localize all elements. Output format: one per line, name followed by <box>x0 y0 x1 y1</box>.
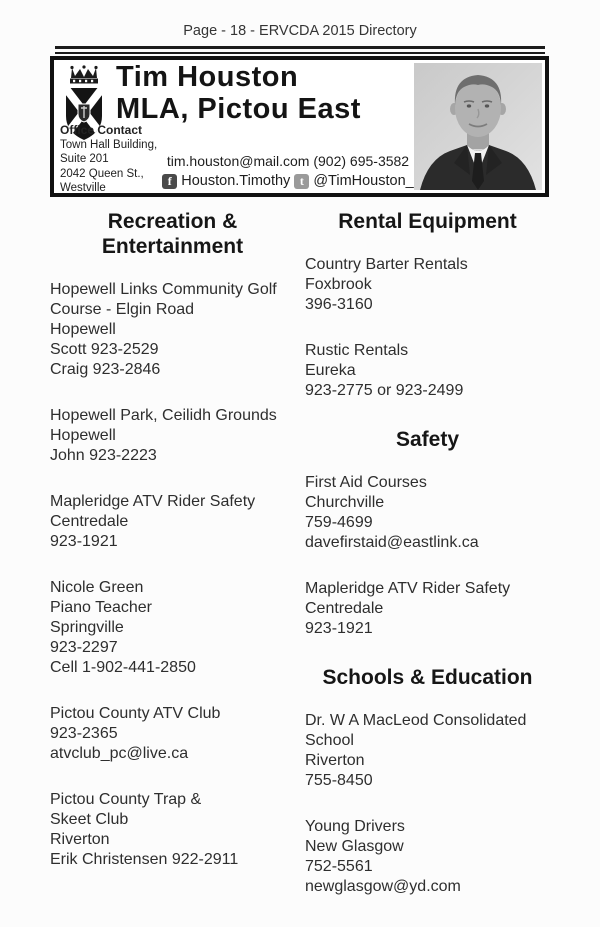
twitter-icon: t <box>294 174 309 189</box>
entry-line: Foxbrook <box>305 276 372 293</box>
facebook-handle: Houston.Timothy <box>181 173 291 189</box>
directory-entry <box>305 579 550 639</box>
entry-line: Course - Elgin Road <box>50 301 195 318</box>
email-text: tim.houston@mail.com <box>166 153 310 169</box>
email-phone-line <box>158 152 418 171</box>
phone-text: (902) 695-3582 <box>313 153 410 169</box>
ad-person-title: MLA, Pictou East <box>116 93 361 125</box>
address-line: Westville <box>60 182 106 194</box>
directory-entry <box>305 711 550 791</box>
directory-column-right <box>305 209 550 923</box>
section-heading: Safety <box>395 428 460 451</box>
entry-line: Dr. W A MacLeod Consolidated <box>305 712 527 729</box>
entry-line: Country Barter Rentals <box>305 256 468 273</box>
entry-line: Mapleridge ATV Rider Safety <box>50 493 256 510</box>
entry-line: Craig 923-2846 <box>50 361 161 378</box>
twitter-handle: @TimHouston_ <box>313 173 414 189</box>
entry-line: 923-1921 <box>305 620 373 637</box>
entry-line: First Aid Courses <box>305 474 427 491</box>
address-line: Suite 201 <box>60 153 109 165</box>
entry-line: Skeet Club <box>50 811 129 828</box>
entry-line: davefirstaid@eastlink.ca <box>305 534 479 551</box>
directory-columns <box>50 209 550 923</box>
entry-line: Hopewell Park, Ceilidh Grounds <box>50 407 277 424</box>
entry-line: Mapleridge ATV Rider Safety <box>305 580 511 597</box>
directory-entry <box>50 578 295 678</box>
entry-line: Scott 923-2529 <box>50 341 159 358</box>
entry-line: newglasgow@yd.com <box>305 878 461 895</box>
entry-line: Piano Teacher <box>50 599 152 616</box>
entry-line: 755-8450 <box>305 772 373 789</box>
entry-line: 759-4699 <box>305 514 373 531</box>
entry-line: Rustic Rentals <box>305 342 409 359</box>
page-header: Page - 18 - ERVCDA 2015 Directory <box>183 23 417 39</box>
portrait-photo <box>414 63 542 190</box>
section-heading: Schools & Education <box>322 666 533 689</box>
directory-column-left <box>50 209 295 923</box>
directory-entry <box>50 406 295 466</box>
ad-contact-block <box>158 152 418 191</box>
entry-line: Hopewell <box>50 427 116 444</box>
directory-entry <box>305 473 550 553</box>
entry-line: 396-3160 <box>305 296 373 313</box>
directory-entry <box>305 341 550 401</box>
entry-line: Hopewell <box>50 321 116 338</box>
ad-name-block <box>116 61 361 125</box>
entry-line: 923-2775 or 923-2499 <box>305 382 464 399</box>
ad-tim-houston <box>50 56 549 197</box>
address-line: Town Hall Building, <box>60 138 158 151</box>
entry-line: John 923-2223 <box>50 447 157 464</box>
entry-line: Pictou County ATV Club <box>50 705 221 722</box>
directory-entry <box>50 492 295 552</box>
address-line: 2042 Queen St., <box>60 167 144 180</box>
entry-line: 923-2297 <box>50 639 118 656</box>
header-rule <box>55 46 545 54</box>
section-heading: Recreation & Entertainment <box>101 210 244 258</box>
office-contact-label: Office Contact <box>60 123 143 137</box>
entry-line: New Glasgow <box>305 838 404 855</box>
entry-line: School <box>305 732 354 749</box>
ad-person-name: Tim Houston <box>116 61 299 93</box>
entry-line: Centredale <box>50 513 129 530</box>
directory-entry <box>305 817 550 897</box>
directory-entry <box>305 255 550 315</box>
entry-line: Centredale <box>305 600 384 617</box>
entry-line: atvclub_pc@live.ca <box>50 745 189 762</box>
entry-line: Riverton <box>305 752 365 769</box>
entry-line: Cell 1-902-441-2850 <box>50 659 196 676</box>
entry-line: 752-5561 <box>305 858 373 875</box>
section-heading: Rental Equipment <box>338 210 517 233</box>
entry-line: 923-2365 <box>50 725 118 742</box>
entry-line: Erik Christensen 922-2911 <box>50 851 239 868</box>
entry-line: Pictou County Trap & <box>50 791 202 808</box>
entry-line: Young Drivers <box>305 818 405 835</box>
entry-line: 923-1921 <box>50 533 118 550</box>
entry-line: Churchville <box>305 494 385 511</box>
facebook-icon: f <box>162 174 177 189</box>
directory-entry <box>50 790 295 870</box>
directory-entry <box>50 704 295 764</box>
entry-line: Hopewell Links Community Golf <box>50 281 277 298</box>
social-line <box>158 171 418 191</box>
entry-line: Nicole Green <box>50 579 144 596</box>
office-contact-block <box>60 123 157 196</box>
entry-line: Eureka <box>305 362 356 379</box>
entry-line: Springville <box>50 619 124 636</box>
directory-entry <box>50 280 295 380</box>
entry-line: Riverton <box>50 831 110 848</box>
